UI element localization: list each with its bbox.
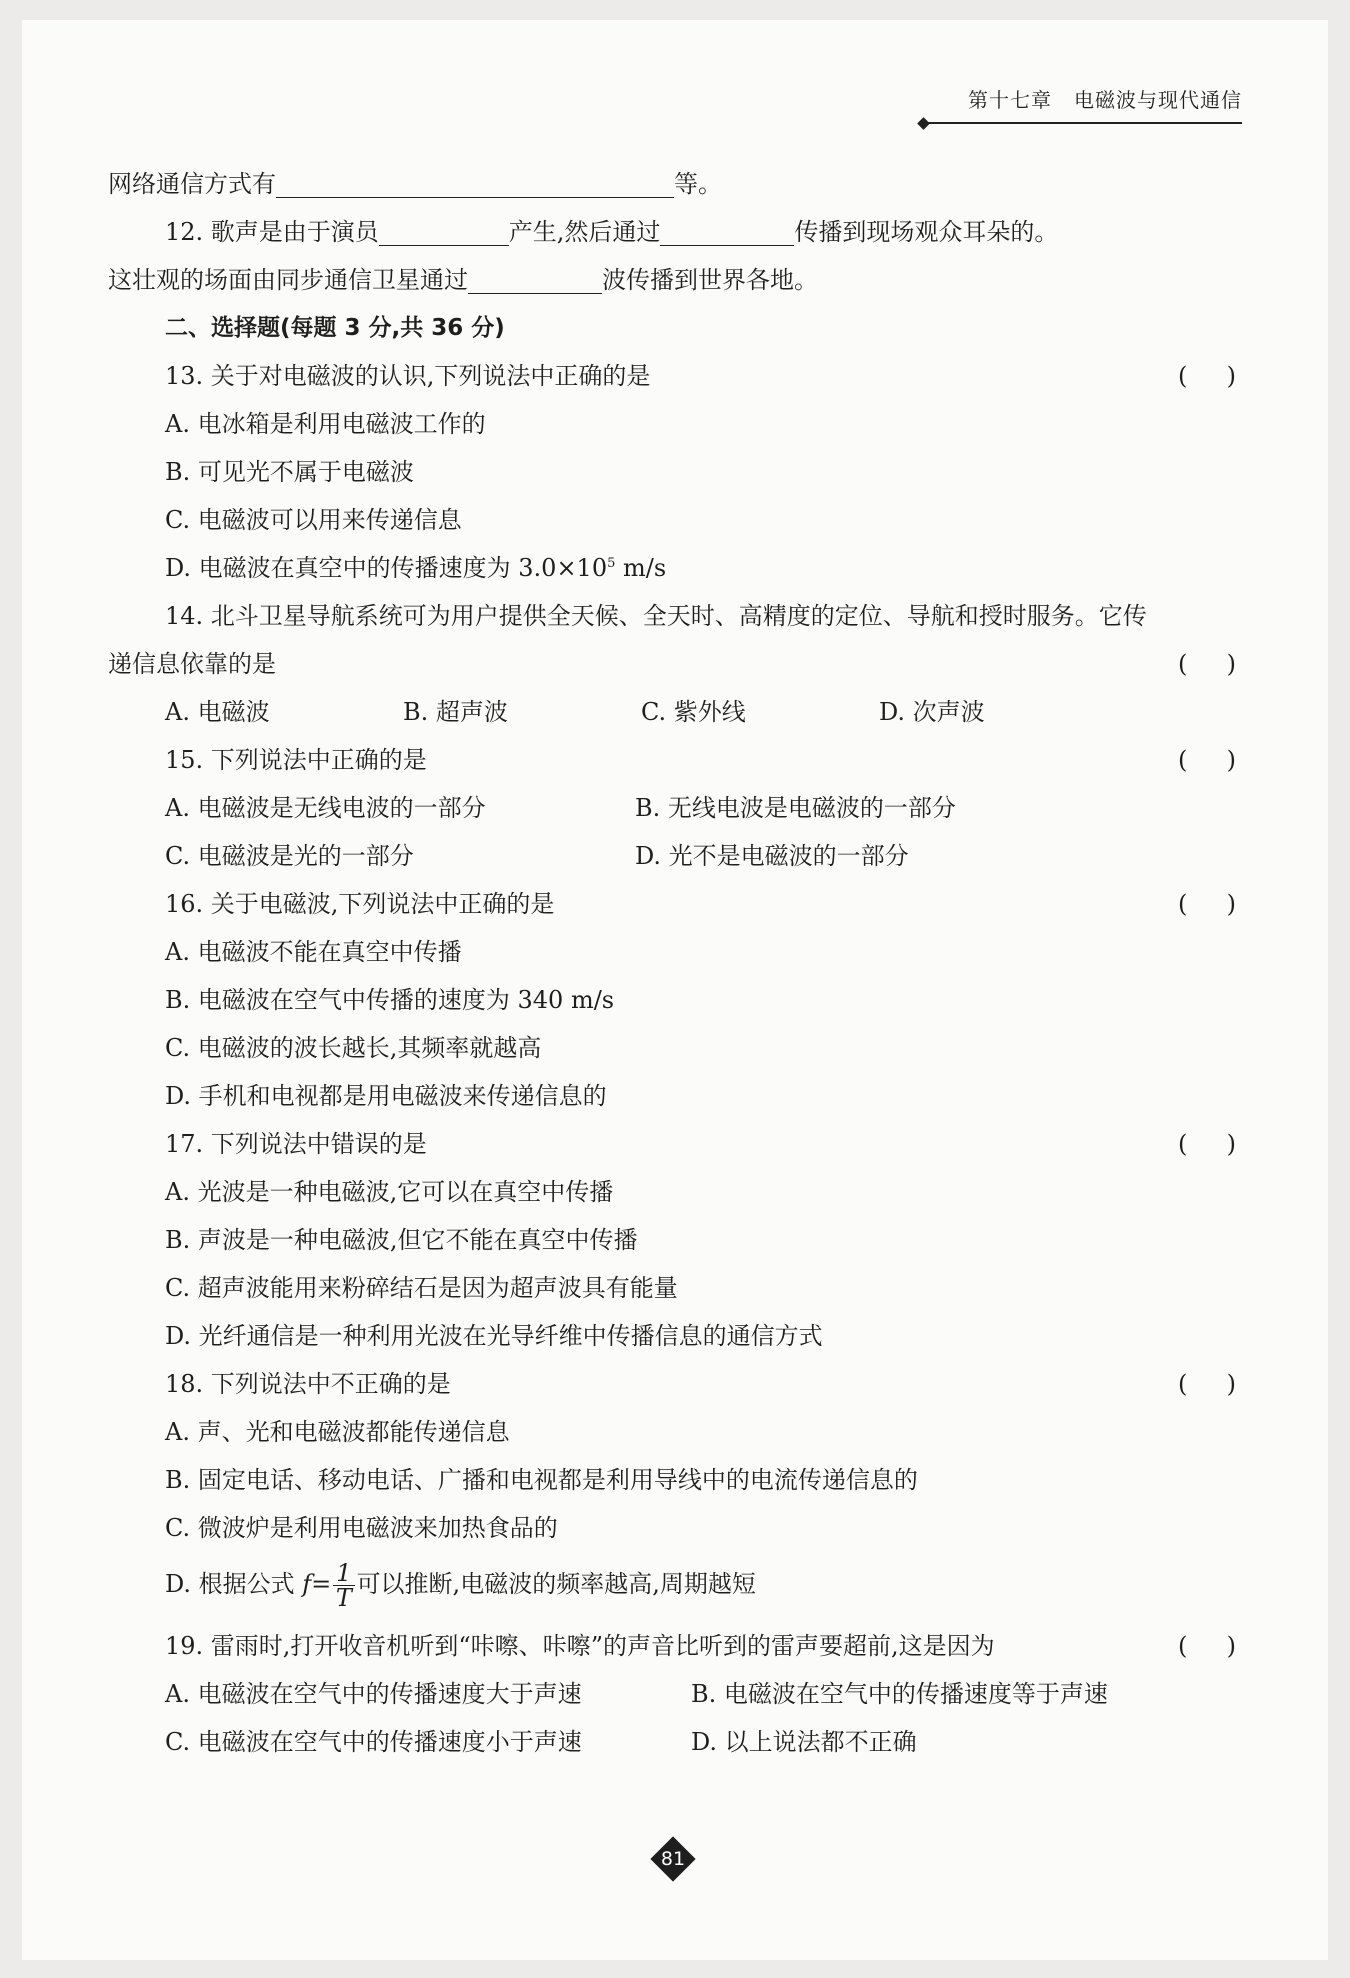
q19-options-row1 (108, 1670, 1236, 1718)
q19-options-row2 (108, 1718, 1236, 1766)
q19-option-b[interactable]: B. 电磁波在空气中的传播速度等于声速 (691, 1680, 1108, 1708)
answer-blank[interactable] (660, 217, 794, 246)
q16-option-d[interactable]: D. 手机和电视都是用电磁波来传递信息的 (165, 1082, 607, 1110)
q18-option-c[interactable]: C. 微波炉是利用电磁波来加热食品的 (165, 1514, 558, 1542)
q15-option-d[interactable]: D. 光不是电磁波的一部分 (635, 842, 909, 870)
q13-stem: 13. 关于对电磁波的认识,下列说法中正确的是 ( ) (108, 352, 1236, 400)
q14-option-d[interactable]: D. 次声波 (879, 698, 985, 726)
q15-option-c[interactable]: C. 电磁波是光的一部分 (165, 842, 414, 870)
q17-stem: 17. 下列说法中错误的是 ( ) (108, 1120, 1236, 1168)
answer-paren[interactable]: ( ) (1178, 1632, 1236, 1660)
chapter-label: 第十七章 (968, 88, 1052, 112)
q15-options-row2 (108, 832, 1236, 880)
q15-option-a[interactable]: A. 电磁波是无线电波的一部分 (165, 794, 486, 822)
q19-option-d[interactable]: D. 以上说法都不正确 (691, 1728, 917, 1756)
q11-tail: 网络通信方式有 等。 (108, 170, 722, 198)
q16-stem: 16. 关于电磁波,下列说法中正确的是 ( ) (108, 880, 1236, 928)
q18-option-d[interactable]: D. 根据公式 f= $\frac{1}{T}$ 可以推断,电磁波的频率越高,周期越短 (165, 1559, 756, 1612)
answer-blank[interactable] (379, 217, 509, 246)
q14-options (108, 688, 1236, 736)
q19-option-c[interactable]: C. 电磁波在空气中的传播速度小于声速 (165, 1728, 582, 1756)
q17-option-a[interactable]: A. 光波是一种电磁波,它可以在真空中传播 (165, 1178, 614, 1206)
answer-paren[interactable]: ( ) (1178, 650, 1236, 678)
chapter-title: 电磁波与现代通信 (1074, 88, 1242, 112)
q15-stem: 15. 下列说法中正确的是 ( ) (108, 736, 1236, 784)
page-number: 81 (650, 1836, 696, 1882)
formula-fraction: $\frac{1}{T}$ (333, 1561, 354, 1610)
q17-option-b[interactable]: B. 声波是一种电磁波,但它不能在真空中传播 (165, 1226, 638, 1254)
q15-options-row1 (108, 784, 1236, 832)
q18-option-a[interactable]: A. 声、光和电磁波都能传递信息 (165, 1418, 510, 1446)
q14-option-b[interactable]: B. 超声波 (403, 698, 508, 726)
q13-option-a[interactable]: A. 电冰箱是利用电磁波工作的 (165, 410, 486, 438)
section-title: 二、选择题(每题 3 分,共 36 分) (165, 315, 505, 341)
answer-blank[interactable] (276, 169, 674, 198)
q18-stem: 18. 下列说法中不正确的是 ( ) (108, 1360, 1236, 1408)
q18-option-b[interactable]: B. 固定电话、移动电话、广播和电视都是利用导线中的电流传递信息的 (165, 1466, 918, 1494)
answer-paren[interactable]: ( ) (1178, 746, 1236, 774)
q12-line2: 这壮观的场面由同步通信卫星通过 波传播到世界各地。 (108, 266, 818, 294)
q19-stem: 19. 雷雨时,打开收音机听到“咔嚓、咔嚓”的声音比听到的雷声要超前,这是因为 ( ) (108, 1622, 1236, 1670)
answer-blank[interactable] (468, 265, 602, 294)
q14-stem-line2: 递信息依靠的是 ( ) (108, 640, 1236, 688)
q16-option-a[interactable]: A. 电磁波不能在真空中传播 (165, 938, 462, 966)
q14-option-c[interactable]: C. 紫外线 (641, 698, 746, 726)
q13-option-c[interactable]: C. 电磁波可以用来传递信息 (165, 506, 462, 534)
q13-option-d[interactable]: D. 电磁波在真空中的传播速度为 $3.0\times 10^5$ m/s (165, 554, 667, 582)
q17-option-c[interactable]: C. 超声波能用来粉碎结石是因为超声波具有能量 (165, 1274, 678, 1302)
formula-variable: f (302, 1570, 312, 1598)
answer-paren[interactable]: ( ) (1178, 362, 1236, 390)
worksheet-content (108, 160, 1236, 1766)
q14-stem-line1: 14. 北斗卫星导航系统可为用户提供全天候、全天时、高精度的定位、导航和授时服务。它传 (165, 602, 1147, 630)
q16-option-c[interactable]: C. 电磁波的波长越长,其频率就越高 (165, 1034, 542, 1062)
answer-paren[interactable]: ( ) (1178, 890, 1236, 918)
q13-option-b[interactable]: B. 可见光不属于电磁波 (165, 458, 414, 486)
q14-option-a[interactable]: A. 电磁波 (165, 698, 270, 726)
q15-option-b[interactable]: B. 无线电波是电磁波的一部分 (635, 794, 956, 822)
answer-paren[interactable]: ( ) (1178, 1130, 1236, 1158)
q16-option-b[interactable]: B. 电磁波在空气中传播的速度为 340 m/s (165, 986, 615, 1014)
q12-line1: 12. 歌声是由于演员 产生,然后通过 传播到现场观众耳朵的。 (165, 218, 1059, 246)
running-header (924, 78, 1242, 124)
answer-paren[interactable]: ( ) (1178, 1370, 1236, 1398)
q17-option-d[interactable]: D. 光纤通信是一种利用光波在光导纤维中传播信息的通信方式 (165, 1322, 823, 1350)
q19-option-a[interactable]: A. 电磁波在空气中的传播速度大于声速 (165, 1680, 582, 1708)
